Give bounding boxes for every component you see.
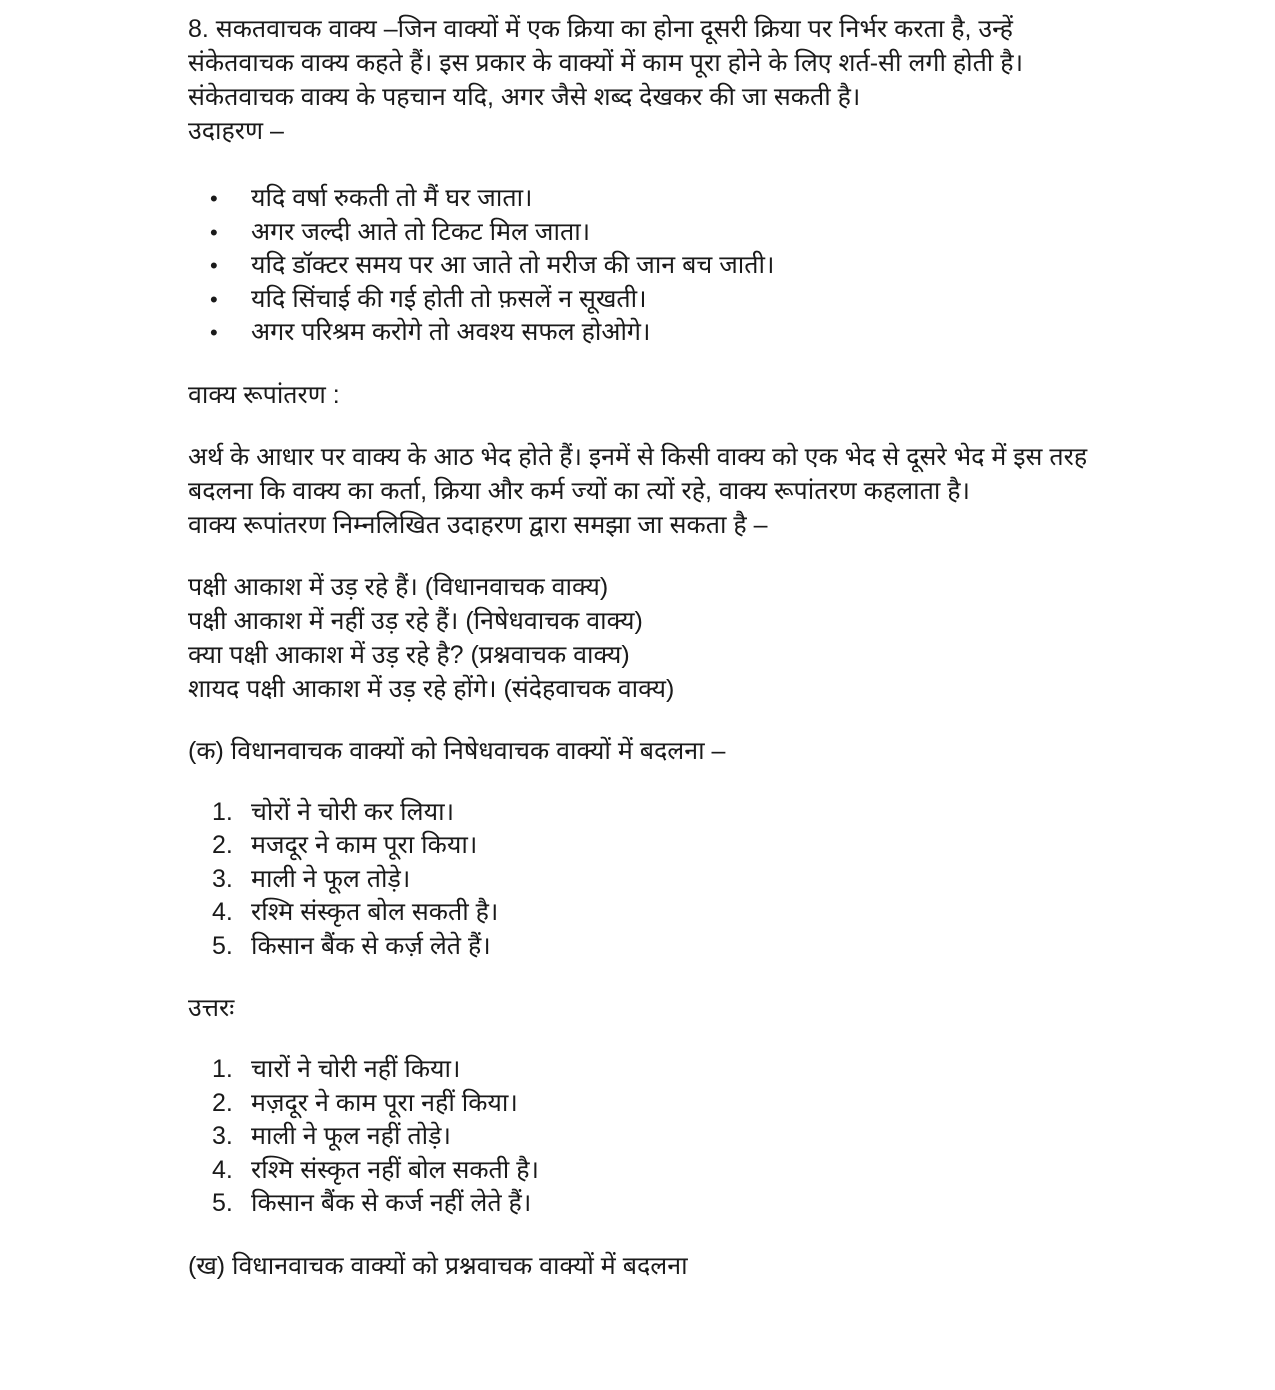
list-item-text: चारों ने चोरी नहीं किया। xyxy=(251,1055,461,1083)
example-label: उदाहरण – xyxy=(188,117,284,145)
section8-line-2: संकेतवाचक वाक्य कहते हैं। इस प्रकार के वाक्यों में काम पूरा होने के लिए शर्त-सी लगी होती है। xyxy=(188,49,1024,77)
answer-label: उत्तरः xyxy=(188,994,235,1022)
sample-sentence: शायद पक्षी आकाश में उड़ रहे होंगे। (संदेहवाचक वाक्य) xyxy=(188,674,675,703)
list-number: 3. xyxy=(212,864,233,893)
list-item xyxy=(188,1087,1263,1121)
spacer xyxy=(188,350,1263,378)
bullet-icon: • xyxy=(210,219,218,245)
bullet-icon: • xyxy=(210,253,218,278)
list-item xyxy=(188,283,1263,317)
transformation-para-line-2: बदलना कि वाक्य का कर्ता, क्रिया और कर्म ज्यों का त्यों रहे, वाक्य रूपांतरण कहलाता है। xyxy=(188,476,971,505)
list-number: 4. xyxy=(212,1155,233,1184)
list-item-text: मज़दूर ने काम पूरा नहीं किया। xyxy=(251,1088,518,1117)
list-item xyxy=(188,316,1263,350)
example-bullet-list xyxy=(188,182,1263,350)
transformation-para-line-3: वाक्य रूपांतरण निम्नलिखित उदाहरण द्वारा समझा जा सकता है – xyxy=(188,510,768,539)
transformation-para-line-1: अर्थ के आधार पर वाक्य के आठ भेद होते हैं। इनमें से किसी वाक्य को एक भेद से दूसरे भेद में इस तरह xyxy=(188,442,1088,471)
answer-list xyxy=(188,1053,1263,1221)
list-item xyxy=(188,249,1263,283)
list-number: 2. xyxy=(212,1088,233,1117)
spacer xyxy=(188,542,1263,570)
document-page xyxy=(188,12,1263,1283)
list-item-text: अगर जल्दी आते तो टिकट मिल जाता। xyxy=(251,217,591,246)
list-item xyxy=(188,863,1263,897)
list-item-text: माली ने फूल तोड़े। xyxy=(251,864,411,893)
list-number: 5. xyxy=(212,931,233,960)
list-item xyxy=(188,182,1263,216)
list-number: 5. xyxy=(212,1189,233,1217)
list-item-text: यदि वर्षा रुकती तो मैं घर जाता। xyxy=(251,184,533,212)
list-item-text: अगर परिश्रम करोगे तो अवश्य सफल होओगे। xyxy=(251,318,651,346)
sample-sentence: पक्षी आकाश में उड़ रहे हैं। (विधानवाचक वाक्य) xyxy=(188,572,609,601)
list-item xyxy=(188,1187,1263,1221)
list-item-text: माली ने फूल नहीं तोड़े। xyxy=(251,1122,451,1150)
list-item xyxy=(188,930,1263,964)
list-item xyxy=(188,1120,1263,1154)
section8-line-1: 8. सकतवाचक वाक्य –जिन वाक्यों में एक क्रिया का होना दूसरी क्रिया पर निर्भर करता है, उन्हें xyxy=(188,15,1013,43)
spacer xyxy=(188,963,1263,991)
list-item xyxy=(188,1154,1263,1188)
list-item-text: चोरों ने चोरी कर लिया। xyxy=(251,797,455,826)
spacer xyxy=(188,412,1263,440)
spacer xyxy=(188,1221,1263,1249)
list-item xyxy=(188,829,1263,863)
bullet-icon: • xyxy=(210,186,218,211)
list-item-text: रश्मि संस्कृत नहीं बोल सकती है। xyxy=(251,1155,539,1184)
sample-sentence: पक्षी आकाश में नहीं उड़ रहे हैं। (निषेधवाचक वाक्य) xyxy=(188,606,643,635)
list-item-text: किसान बैंक से कर्ज़ लेते हैं। xyxy=(251,931,491,960)
sample-sentence: क्या पक्षी आकाश में उड़ रहे है? (प्रश्नवाचक वाक्य) xyxy=(188,640,630,669)
list-item-text: मजदूर ने काम पूरा किया। xyxy=(251,831,478,859)
list-item-text: यदि डॉक्टर समय पर आ जाते तो मरीज की जान बच जाती। xyxy=(251,251,775,279)
list-item xyxy=(188,216,1263,250)
transformation-title: वाक्य रूपांतरण : xyxy=(188,380,340,409)
exercise-kha-heading: (ख) विधानवाचक वाक्यों को प्रश्नवाचक वाक्यों में बदलना xyxy=(188,1251,688,1280)
list-item xyxy=(188,796,1263,830)
section8-line-3: संकेतवाचक वाक्य के पहचान यदि, अगर जैसे शब्द देखकर की जा सकती है। xyxy=(188,83,861,111)
spacer xyxy=(188,1025,1263,1053)
spacer xyxy=(188,148,1263,182)
list-item-text: रश्मि संस्कृत बोल सकती है। xyxy=(251,898,499,926)
bullet-icon: • xyxy=(210,286,218,312)
bullet-icon: • xyxy=(210,320,218,345)
list-number: 1. xyxy=(212,1055,233,1083)
spacer xyxy=(188,768,1263,796)
list-item xyxy=(188,896,1263,930)
spacer xyxy=(188,706,1263,734)
question-list xyxy=(188,796,1263,964)
list-number: 2. xyxy=(212,831,233,859)
list-number: 3. xyxy=(212,1122,233,1150)
list-number: 4. xyxy=(212,898,233,926)
exercise-ka-heading: (क) विधानवाचक वाक्यों को निषेधवाचक वाक्यों में बदलना – xyxy=(188,736,726,765)
list-number: 1. xyxy=(212,797,233,826)
list-item xyxy=(188,1053,1263,1087)
list-item-text: किसान बैंक से कर्ज नहीं लेते हैं। xyxy=(251,1189,532,1217)
list-item-text: यदि सिंचाई की गई होती तो फ़सलें न सूखती। xyxy=(251,284,647,313)
